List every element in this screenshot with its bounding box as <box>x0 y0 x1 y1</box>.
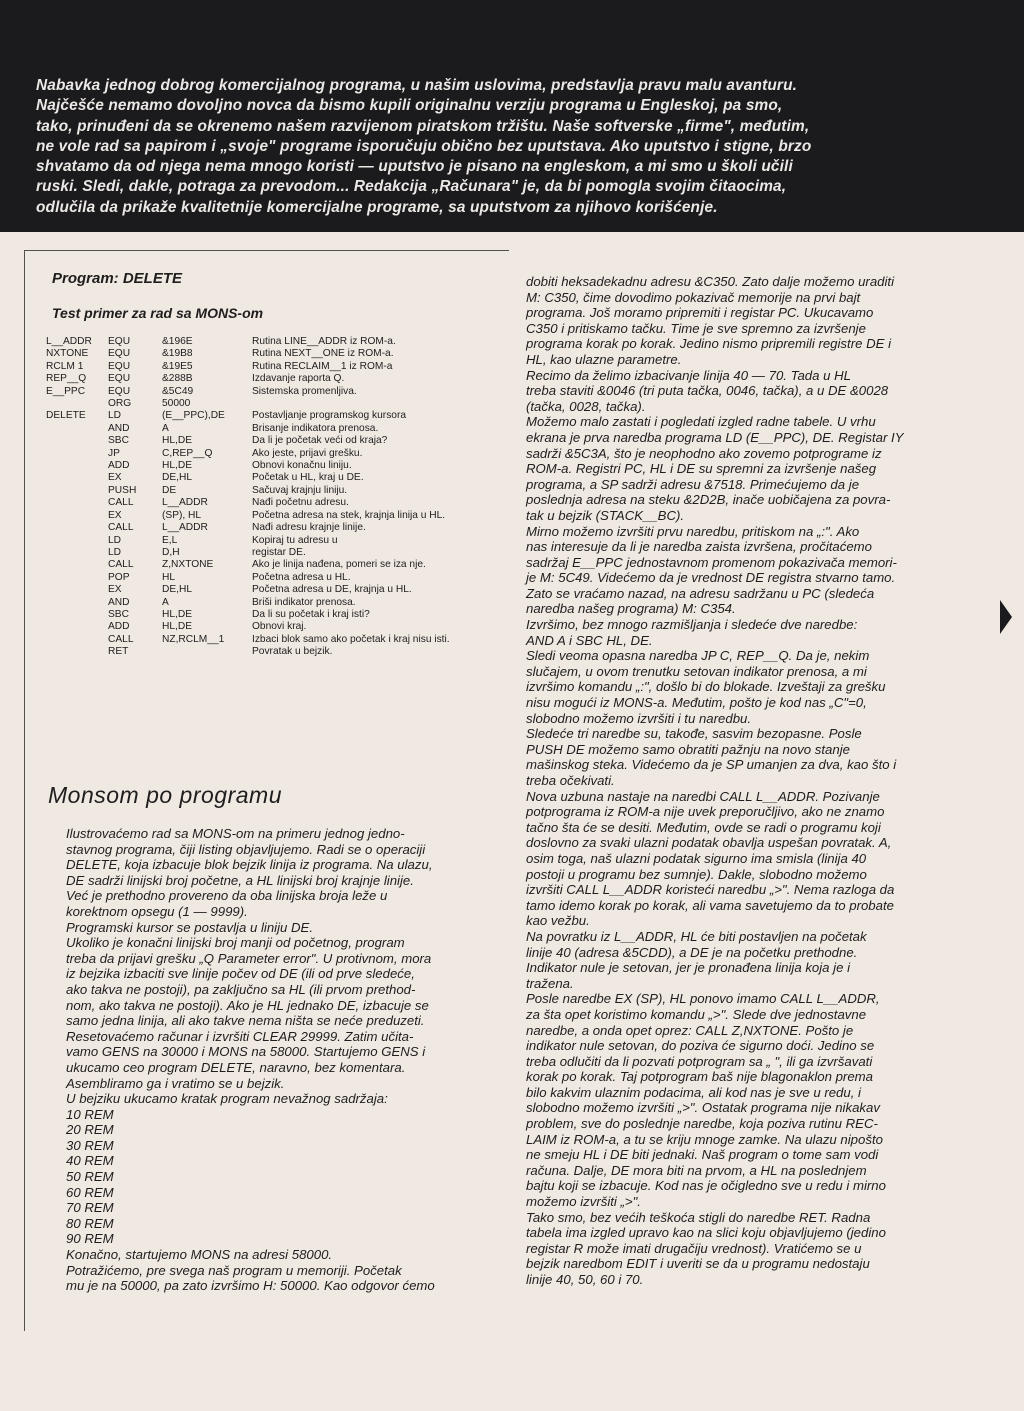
text-line: 50 REM <box>66 1169 114 1185</box>
text-line: LAIM iz ROM-a, a tu se kriju mnoge zamke. Na ulazu nipošto <box>526 1131 883 1147</box>
text-line: Zato se vraćamo nazad, na adresu sadržanu u PC (sledeća <box>526 585 875 601</box>
operand-cell: C,REP__Q <box>162 447 213 459</box>
opcode-cell: CALL <box>108 497 134 509</box>
text-line: AND A i SBC HL, DE. <box>526 632 653 648</box>
comment-cell: Povratak u bejzik. <box>252 646 333 658</box>
text-line: vamo GENS na 30000 i MONS na 58000. Startujemo GENS i <box>66 1044 426 1060</box>
text-line: tražena. <box>526 975 574 991</box>
operand-cell: HL,DE <box>162 460 193 472</box>
text-line: linije 40, 50, 60 i 70. <box>526 1272 644 1287</box>
opcode-cell: EX <box>108 584 122 596</box>
text-line: izvršiti CALL L__ADDR koristeći naredbu „>". Nema razloga da <box>526 882 895 898</box>
opcode-cell: AND <box>108 596 130 608</box>
operand-cell: L__ADDR <box>162 497 208 509</box>
intro-line: ne vole rad sa papirom i „svoje" programe isporučuju obično bez uputstava. Ako uputstvo i stigne, brzo <box>36 137 812 155</box>
comment-cell: Izbaci blok samo ako početak i kraj nisu isti. <box>252 633 450 645</box>
text-line: Mirno možemo izvršiti prvu naredbu, pritiskom na „:". Ako <box>526 523 860 539</box>
operand-cell: &196E <box>162 336 193 347</box>
text-line: U bejziku ukucamo kratak program nevažnog sadržaja: <box>66 1091 388 1107</box>
text-line: Sledi veoma opasna naredba JP C, REP__Q. Da je, nekim <box>526 648 870 664</box>
label-cell <box>46 497 108 509</box>
operand-cell: A <box>162 596 169 608</box>
text-line: programa korak po korak. Jedino nismo pripremili registre DE i <box>526 336 891 352</box>
text-line: Posle naredbe EX (SP), HL ponovo imamo CALL L__ADDR, <box>526 991 880 1007</box>
opcode-cell: ADD <box>108 460 130 472</box>
opcode-cell: PUSH <box>108 484 137 496</box>
opcode-cell: CALL <box>108 522 134 534</box>
text-line: nom, ako takva ne postoji). Ako je HL jednako DE, izbacuje se <box>66 997 429 1013</box>
text-line: slobodno možemo izvršiti „>". Ostatak programa nije nikakav <box>526 1100 880 1116</box>
text-line: Izvršimo, bez mnogo razmišljanja i sledeće dve naredbe: <box>526 617 858 633</box>
listing-row <box>46 435 502 447</box>
comment-cell: Brisanje indikatora prenosa. <box>252 422 379 434</box>
label-cell <box>46 609 108 621</box>
operand-cell: &288B <box>162 373 193 385</box>
label-cell <box>46 485 108 497</box>
text-line: Programski kursor se postavlja u liniju DE. <box>66 919 313 935</box>
label-cell <box>46 646 108 658</box>
label-cell: RCLM 1 <box>46 360 84 372</box>
label-cell <box>46 559 108 571</box>
intro-text <box>36 76 1016 218</box>
text-line: postoji u programu bez sumnje). Dakle, slobodno možemo <box>526 866 867 882</box>
assembly-listing <box>46 336 502 659</box>
text-line: naredba našeg programa) M: C354. <box>526 601 736 617</box>
opcode-cell: EQU <box>108 336 131 347</box>
text-line: ukucamo ceo program DELETE, naravno, bez komentara. <box>66 1059 406 1075</box>
comment-cell: Da li je početak veći od kraja? <box>252 435 388 447</box>
header-banner <box>0 0 1024 232</box>
opcode-cell: EX <box>108 472 122 484</box>
label-cell <box>46 460 108 472</box>
operand-cell: DE <box>162 484 177 496</box>
text-line: sadržaj E__PPC jednostavnom promenom pokazivača memori- <box>526 554 897 570</box>
listing-row <box>46 584 502 596</box>
text-line: za šta opet koristimo komandu „>". Slede dve jednostavne <box>526 1006 867 1022</box>
text-line: 20 REM <box>66 1122 114 1138</box>
label-cell <box>46 522 108 534</box>
opcode-cell: CALL <box>108 559 134 571</box>
text-line: je M: 5C49. Videćemo da je vrednost DE registra stvarno tamo. <box>526 570 896 586</box>
text-line: osim toga, naš ulazni podatak sigurno ima smisla (linija 40 <box>526 850 867 866</box>
text-line: 80 REM <box>66 1215 114 1231</box>
text-line: Asembliramo ga i vratimo se u bejzik. <box>66 1075 285 1091</box>
opcode-cell: RET <box>108 646 129 658</box>
test-title: Test primer za rad sa MONS-om <box>52 305 264 321</box>
listing-row <box>46 460 502 472</box>
label-cell <box>46 547 108 559</box>
text-line: programa, a SP sadrži adresu &7518. Primećujemo da je <box>526 476 860 492</box>
listing-row <box>46 597 502 609</box>
text-line: registar R može imati drugačiju vrednost). Vratićemo se u <box>526 1240 862 1256</box>
comment-cell: Ako jeste, prijavi grešku. <box>252 447 363 459</box>
text-line: 60 REM <box>66 1184 114 1200</box>
listing-row <box>46 559 502 571</box>
text-line: 10 REM <box>66 1106 114 1122</box>
listing-row <box>46 448 502 460</box>
label-cell <box>46 398 108 410</box>
text-line: DE sadrži linijski broj početne, a HL linijski broj krajnje linije. <box>66 872 414 888</box>
text-line: potprograma iz ROM-a nije uvek preporučljivo, ako ne znamo <box>526 804 885 820</box>
listing-row <box>46 373 502 385</box>
comment-cell: Kopiraj tu adresu u <box>252 534 338 546</box>
opcode-cell: EQU <box>108 360 131 372</box>
text-line: poslednja adresa na steku &2D2B, inače uobičajena za povra- <box>526 492 891 508</box>
comment-cell: Početna adresa na stek, krajnja linija u HL. <box>252 509 446 521</box>
opcode-cell: EQU <box>108 348 131 360</box>
text-line: Na povratku iz L__ADDR, HL će biti postavljen na početak <box>526 928 867 944</box>
operand-cell: A <box>162 422 169 434</box>
text-line: Ukoliko je konačni linijski broj manji od početnog, program <box>66 935 405 951</box>
label-cell: REP__Q <box>46 373 87 385</box>
text-line: mašinskog steka. Videćemo da je SP umanjen za dva, kao što i <box>526 757 897 773</box>
listing-row <box>46 386 502 398</box>
listing-row <box>46 646 502 658</box>
comment-cell: registar DE. <box>252 546 306 558</box>
listing-row <box>46 572 502 584</box>
text-line: indikator nule setovan, do poziva će sigurno doći. Jedino se <box>526 1038 875 1054</box>
label-cell <box>46 621 108 633</box>
text-line: dobiti heksadekadnu adresu &C350. Zato dalje možemo uraditi <box>526 274 895 289</box>
listing-row <box>46 634 502 646</box>
label-cell <box>46 634 108 646</box>
opcode-cell: SBC <box>108 435 129 447</box>
listing-row <box>46 621 502 633</box>
text-line: kao vežbu. <box>526 913 590 929</box>
operand-cell: 50000 <box>162 398 191 410</box>
text-line: 30 REM <box>66 1137 114 1153</box>
article-body-left <box>66 826 506 1294</box>
text-line: Konačno, startujemo MONS na adresi 58000. <box>66 1247 333 1263</box>
text-line: korak po korak. Taj potprogram baš nije blagonaklon prema <box>526 1069 873 1085</box>
label-cell <box>46 448 108 460</box>
text-line: linije 40 (adresa &5CDD), a DE je na početku prethodne. <box>526 944 858 960</box>
opcode-cell: POP <box>108 571 130 583</box>
listing-row <box>46 410 502 422</box>
text-line: stavnog programa, čiji listing objavljujemo. Radi se o operaciji <box>66 841 426 857</box>
label-cell <box>46 423 108 435</box>
continue-arrow-icon <box>1000 600 1012 634</box>
text-line: M: C350, čime dovodimo pokazivač memorije na prvi bajt <box>526 289 861 305</box>
opcode-cell: LD <box>108 410 122 422</box>
opcode-cell: SBC <box>108 608 129 620</box>
label-cell <box>46 572 108 584</box>
text-line: ne smeju HL i DE biti jednaki. Naš program o tome sam vodi <box>526 1147 879 1163</box>
operand-cell: NZ,RCLM__1 <box>162 633 225 645</box>
opcode-cell: ORG <box>108 398 132 410</box>
text-line: možemo izvršiti „>". <box>526 1194 641 1210</box>
label-cell <box>46 584 108 596</box>
opcode-cell: EQU <box>108 373 131 385</box>
text-line: (tačka, 0028, tačka). <box>526 398 646 414</box>
text-line: iz bejzika izbaciti sve linije počev od DE (ili od prve sledeće, <box>66 966 415 982</box>
text-line: nisu mogući iz MONS-a. Međutim, pošto je kod nas „C"=0, <box>526 695 867 711</box>
operand-cell: HL,DE <box>162 435 193 447</box>
listing-row <box>46 398 502 410</box>
operand-cell: &5C49 <box>162 385 194 397</box>
text-line: tabela ima izgled upravo kao na slici koju objavljujemo (jedino <box>526 1225 886 1241</box>
opcode-cell: EQU <box>108 385 131 397</box>
intro-line: Nabavka jednog dobrog komercijalnog programa, u našim uslovima, predstavlja pravu malu avanturu. <box>36 77 798 94</box>
text-line: Već je prethodno provereno da oba linijska broja leže u <box>66 888 388 904</box>
comment-cell: Nađi adresu krajnje linije. <box>252 522 366 534</box>
intro-line: odlučila da prikaže kvalitetnije komercijalne programe, sa uputstvom za njihovo korišćenje. <box>36 198 718 216</box>
label-cell <box>46 510 108 522</box>
listing-row <box>46 472 502 484</box>
label-cell <box>46 535 108 547</box>
text-line: Sledeće tri naredbe su, takođe, sasvim bezopasne. Posle <box>526 726 862 742</box>
text-line: Tako smo, bez većih teškoća stigli do naredbe RET. Radna <box>526 1209 871 1225</box>
operand-cell: D,H <box>162 546 180 558</box>
comment-cell: Obnovi konačnu liniju. <box>252 460 352 472</box>
operand-cell: &19E5 <box>162 360 193 372</box>
opcode-cell: LD <box>108 534 122 546</box>
operand-cell: Z,NXTONE <box>162 559 214 571</box>
text-line: naredbe, a onda opet oprez: CALL Z,NXTONE. Pošto je <box>526 1022 854 1038</box>
text-line: ROM-a. Registri PC, HL i DE su spremni za izvršenje našeg <box>526 461 877 477</box>
text-line: bilo kakvim ulaznim podacima, ali kod nas je sve u redu, i <box>526 1084 861 1100</box>
text-line: slobodno možemo izvršiti i tu naredbu. <box>526 710 752 726</box>
listing-row <box>46 609 502 621</box>
intro-line: Najčešće nemamo dovoljno novca da bismo kupili originalnu verziju programa u Engleskoj, pa smo, <box>36 97 783 115</box>
comment-cell: Rutina NEXT__ONE iz ROM-a. <box>252 348 394 360</box>
text-line: treba odlučiti da li pozvati potprogram sa „ ", ili ga izvršavati <box>526 1053 873 1069</box>
program-title: Program: DELETE <box>52 270 183 287</box>
operand-cell: &19B8 <box>162 348 193 360</box>
text-line: treba staviti &0046 (tri puta tačka, 0046, tačka), a u DE &0028 <box>526 383 889 399</box>
listing-row <box>46 522 502 534</box>
label-cell: NXTONE <box>46 348 89 360</box>
text-line: C350 i pritiskamo tačku. Time je sve spremno za izvršenje <box>526 320 866 336</box>
text-line: slučajem, u ovom trenutku setovan indikator prenosa, a mi <box>526 663 867 679</box>
label-cell: L__ADDR <box>46 336 92 347</box>
text-line: bajtu koji se izbacuje. Kod nas je očigledno sve u redu i mirno <box>526 1178 886 1194</box>
listing-row <box>46 336 502 348</box>
text-line: problem, sve do poslednje naredbe, koja poziva rutinu REC- <box>526 1116 878 1132</box>
text-line: tak u bejzik (STACK__BC). <box>526 507 685 523</box>
section-title: Monsom po programu <box>48 782 282 808</box>
comment-cell <box>252 398 502 410</box>
comment-cell: Izdavanje raporta Q. <box>252 373 345 385</box>
text-line: mu je na 50000, pa zato izvršimo H: 50000. Kao odgovor ćemo <box>66 1278 435 1294</box>
label-cell <box>46 597 108 609</box>
opcode-cell: CALL <box>108 633 134 645</box>
text-line: računa. Dalje, DE mora biti na prvom, a HL na poslednjem <box>526 1162 867 1178</box>
text-line: doslovno za svaki ulazni podatak obavlja uspešan povratak. A, <box>526 835 892 851</box>
listing-row <box>46 547 502 559</box>
intro-line: shvatamo da od njega nema mnogo koristi — uputstvo je pisano na engleskom, a mi smo u školi učili <box>36 158 793 176</box>
opcode-cell: AND <box>108 422 130 434</box>
text-line: 40 REM <box>66 1153 114 1169</box>
opcode-cell: LD <box>108 546 122 558</box>
comment-cell: Briši indikator prenosa. <box>252 596 356 608</box>
comment-cell: Rutina RECLAIM__1 iz ROM-a <box>252 360 393 372</box>
text-line: Recimo da želimo izbacivanje linija 40 — 70. Tada u HL <box>526 367 851 383</box>
text-line: ako takva ne postoji), pa zaključno sa HL (ili prvom prethod- <box>66 981 416 997</box>
comment-cell: Obnovi kraj. <box>252 621 307 633</box>
article-body-right <box>526 274 986 1288</box>
label-cell <box>46 435 108 447</box>
operand-cell: E,L <box>162 534 178 546</box>
text-line: nas interesuje da li je naredba zaista izvršena, pročitaćemo <box>526 539 872 555</box>
text-line: tamo idemo korak po korak, ali vama savetujemo da to probate <box>526 897 894 913</box>
text-line: treba da prijavi grešku „Q Parameter error". U protivnom, mora <box>66 950 432 966</box>
comment-cell: Početna adresa u HL. <box>252 571 351 583</box>
label-cell: DELETE <box>46 410 86 422</box>
label-cell <box>46 472 108 484</box>
listing-row <box>46 510 502 522</box>
text-line: korektnom opsegu (1 — 9999). <box>66 903 248 919</box>
opcode-cell: EX <box>108 509 122 521</box>
text-line: 70 REM <box>66 1200 114 1216</box>
text-line: samo jedna linija, ali ako takve nema ništa se neće preduzeti. <box>66 1013 425 1029</box>
text-line: DELETE, koja izbacuje blok bejzik linija iz programa. Na ulazu, <box>66 857 433 873</box>
comment-cell: Da li su početak i kraj isti? <box>252 608 370 620</box>
text-line: sadrži &5C3A, što je neophodno ako zovemo potprograme iz <box>526 445 882 461</box>
comment-cell: Nađi početnu adresu. <box>252 497 349 509</box>
operand-cell: HL,DE <box>162 621 193 633</box>
opcode-cell: JP <box>108 447 120 459</box>
text-line: 90 REM <box>66 1231 114 1247</box>
operand-cell: DE,HL <box>162 472 193 484</box>
comment-cell: Ako je linija nađena, pomeri se iza nje. <box>252 559 426 571</box>
text-line: Resetovaćemo računar i izvršiti CLEAR 29999. Zatim učita- <box>66 1028 414 1044</box>
text-line: PUSH DE možemo samo obratiti pažnju na novo stanje <box>526 741 850 757</box>
text-line: tačno šta će se desiti. Međutim, ovde se radi o programu koji <box>526 819 881 835</box>
text-line: bejzik naredbom EDIT i uveriti se da u programu nedostaju <box>526 1256 870 1272</box>
listing-row <box>46 497 502 509</box>
operand-cell: (E__PPC),DE <box>162 410 225 422</box>
text-line: izvršimo komandu „:", došlo bi do blokade. Izveštaji za grešku <box>526 679 886 695</box>
comment-cell: Sistemska promenljiva. <box>252 385 357 397</box>
operand-cell: HL,DE <box>162 608 193 620</box>
listing-row <box>46 423 502 435</box>
text-line: Indikator nule je setovan, jer je pronađena linija koja je i <box>526 960 851 976</box>
listing-row <box>46 348 502 360</box>
text-line: Potražićemo, pre svega naš program u memoriji. Početak <box>66 1262 402 1278</box>
text-line: Možemo malo zastati i pogledati izgled radne tabele. U vrhu <box>526 414 876 430</box>
operand-cell: (SP), HL <box>162 509 202 521</box>
comment-cell: Početak u HL, kraj u DE. <box>252 472 364 484</box>
opcode-cell: ADD <box>108 621 130 633</box>
text-line: programa. Još moramo pripremiti i registar PC. Ukucavamo <box>526 305 874 321</box>
listing-row <box>46 361 502 373</box>
listing-row <box>46 485 502 497</box>
operand-cell <box>162 646 252 658</box>
text-line: ekrana je prva naredba programa LD (E__PPC), DE. Registar IY <box>526 429 904 445</box>
comment-cell: Početna adresa u DE, krajnja u HL. <box>252 584 412 596</box>
intro-line: ruski. Sledi, dakle, potraga za prevodom... Redakcija „Računara" je, da bi pomogla svojim čitaocima, <box>36 178 787 196</box>
comment-cell: Postavljanje programskog kursora <box>252 410 407 422</box>
intro-line: tako, prinuđeni da se okrenemo našem razvijenom piratskom tržištu. Naše softverske „firme", međutim, <box>36 117 810 135</box>
text-line: HL, kao ulazne parametre. <box>526 351 682 367</box>
text-line: Ilustrovaćemo rad sa MONS-om na primeru jednog jedno- <box>66 826 405 841</box>
label-cell: E__PPC <box>46 385 86 397</box>
comment-cell: Sačuvaj krajnju liniju. <box>252 484 348 496</box>
text-line: Nova uzbuna nastaje na naredbi CALL L__ADDR. Pozivanje <box>526 788 880 804</box>
listing-row <box>46 535 502 547</box>
operand-cell: DE,HL <box>162 584 193 596</box>
operand-cell: L__ADDR <box>162 522 208 534</box>
operand-cell: HL <box>162 571 176 583</box>
text-line: treba očekivati. <box>526 773 615 788</box>
comment-cell: Rutina LINE__ADDR iz ROM-a. <box>252 336 396 347</box>
